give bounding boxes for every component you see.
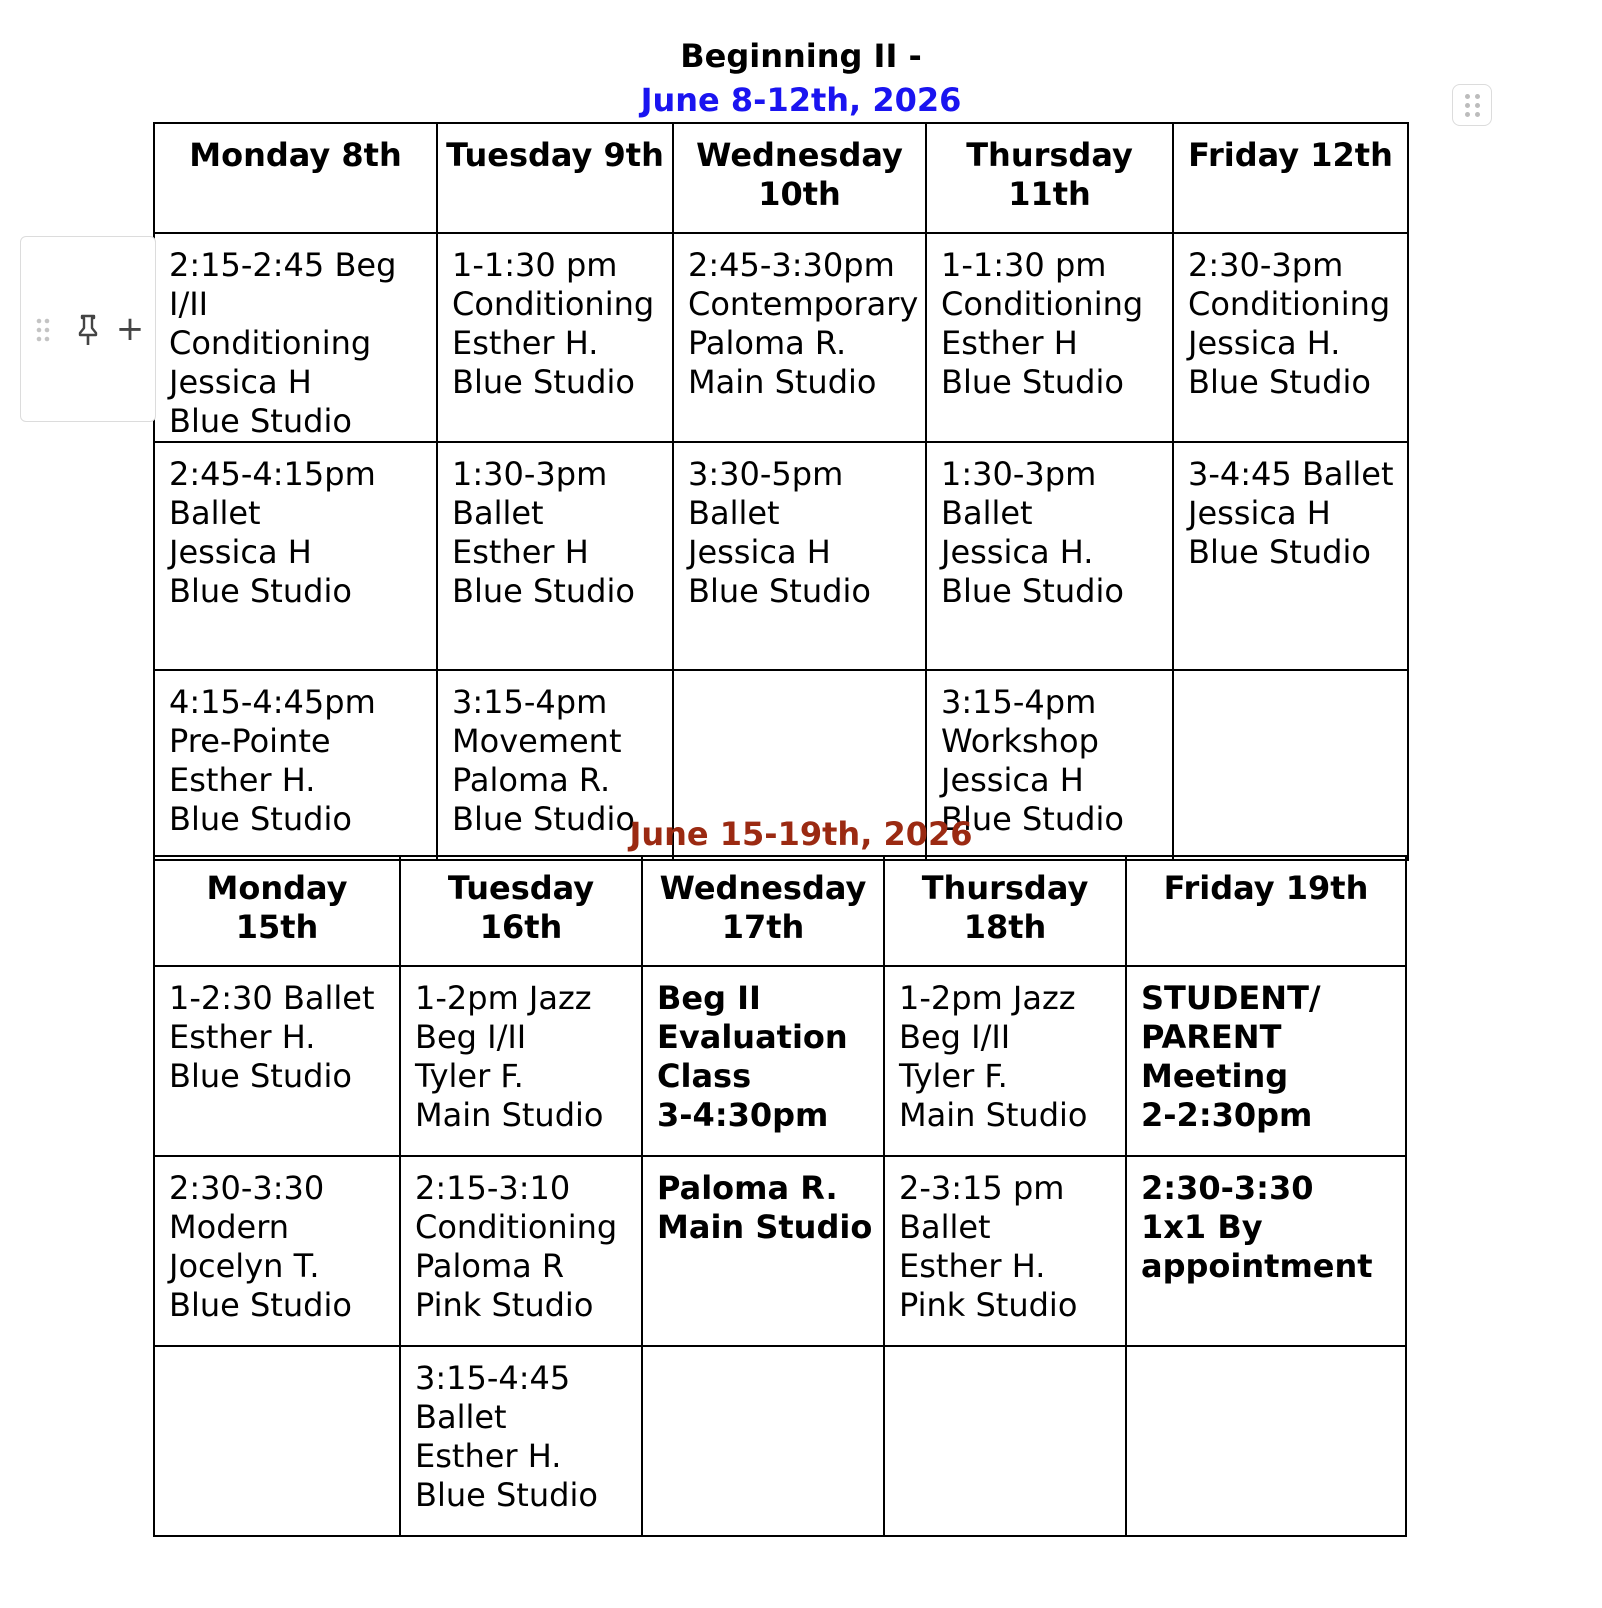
- week2-date-label: June 15-19th, 2026: [629, 815, 973, 853]
- class-cell[interactable]: 3:15-4pm Workshop Jessica H Blue Studio: [926, 670, 1173, 860]
- class-cell[interactable]: 3:15-4pm Movement Paloma R. Blue Studio: [437, 670, 673, 860]
- evaluation-class-cell[interactable]: Beg II Evaluation Class 3-4:30pm: [642, 966, 884, 1156]
- day-header: Thursday 18th: [884, 856, 1126, 966]
- day-header: Wednesday 10th: [673, 123, 926, 233]
- class-cell[interactable]: 2-3:15 pm Ballet Esther H. Pink Studio: [884, 1156, 1126, 1346]
- class-cell[interactable]: 1-2pm Jazz Beg I/II Tyler F. Main Studio: [400, 966, 642, 1156]
- class-cell[interactable]: 1-1:30 pm Conditioning Esther H Blue Studio: [926, 233, 1173, 442]
- week1-header-row: [154, 123, 1408, 233]
- class-cell[interactable]: 3:15-4:45 Ballet Esther H. Blue Studio: [400, 1346, 642, 1536]
- class-cell[interactable]: 2:15-3:10 Conditioning Paloma R Pink Studio: [400, 1156, 642, 1346]
- plus-icon[interactable]: +: [115, 309, 145, 349]
- table-row: [154, 1156, 1406, 1346]
- day-header: Wednesday 17th: [642, 856, 884, 966]
- class-cell[interactable]: [884, 1346, 1126, 1536]
- row-tools: [20, 236, 156, 422]
- day-header: Friday 12th: [1173, 123, 1408, 233]
- day-header: Thursday 11th: [926, 123, 1173, 233]
- class-cell[interactable]: 2:45-4:15pm Ballet Jessica H Blue Studio: [154, 442, 437, 670]
- class-cell[interactable]: 3-4:45 Ballet Jessica H Blue Studio: [1173, 442, 1408, 670]
- class-cell[interactable]: 1:30-3pm Ballet Esther H Blue Studio: [437, 442, 673, 670]
- class-cell[interactable]: 1-2:30 Ballet Esther H. Blue Studio: [154, 966, 400, 1156]
- class-cell[interactable]: 2:30-3:30 Modern Jocelyn T. Blue Studio: [154, 1156, 400, 1346]
- class-cell[interactable]: 2:30-3pm Conditioning Jessica H. Blue Studio: [1173, 233, 1408, 442]
- table-drag-handle[interactable]: [1452, 84, 1492, 126]
- day-header: Monday 15th: [154, 856, 400, 966]
- day-header: Friday 19th: [1126, 856, 1406, 966]
- evaluation-info-cell[interactable]: Paloma R. Main Studio: [642, 1156, 884, 1346]
- class-cell[interactable]: 2:15-2:45 Beg I/II Conditioning Jessica H Blue Studio: [154, 233, 437, 442]
- class-cell[interactable]: 4:15-4:45pm Pre-Pointe Esther H. Blue Studio: [154, 670, 437, 860]
- day-header: Tuesday 16th: [400, 856, 642, 966]
- table-row: [154, 233, 1408, 442]
- class-cell[interactable]: 3:30-5pm Ballet Jessica H Blue Studio: [673, 442, 926, 670]
- table-row: [154, 442, 1408, 670]
- class-cell[interactable]: [154, 1346, 400, 1536]
- meeting-cell[interactable]: STUDENT/ PARENT Meeting 2-2:30pm: [1126, 966, 1406, 1156]
- week2-schedule-table: [153, 855, 1407, 1537]
- day-header: Tuesday 9th: [437, 123, 673, 233]
- drag-handle-icon[interactable]: [35, 317, 51, 343]
- page-title: Beginning II -: [680, 37, 922, 75]
- class-cell[interactable]: 1-1:30 pm Conditioning Esther H. Blue Studio: [437, 233, 673, 442]
- week2-header-row: [154, 856, 1406, 966]
- table-row: [154, 1346, 1406, 1536]
- pin-icon[interactable]: [73, 313, 103, 347]
- table-row: [154, 966, 1406, 1156]
- class-cell[interactable]: 2:45-3:30pm Contemporary Paloma R. Main Studio: [673, 233, 926, 442]
- class-cell[interactable]: 1-2pm Jazz Beg I/II Tyler F. Main Studio: [884, 966, 1126, 1156]
- appointment-cell[interactable]: 2:30-3:30 1x1 By appointment: [1126, 1156, 1406, 1346]
- week1-schedule-table: [153, 122, 1409, 861]
- table-drag-icon: [1453, 85, 1493, 127]
- week1-date-label: June 8-12th, 2026: [640, 81, 962, 119]
- class-cell[interactable]: 1:30-3pm Ballet Jessica H. Blue Studio: [926, 442, 1173, 670]
- class-cell[interactable]: [1126, 1346, 1406, 1536]
- day-header: Monday 8th: [154, 123, 437, 233]
- class-cell[interactable]: [642, 1346, 884, 1536]
